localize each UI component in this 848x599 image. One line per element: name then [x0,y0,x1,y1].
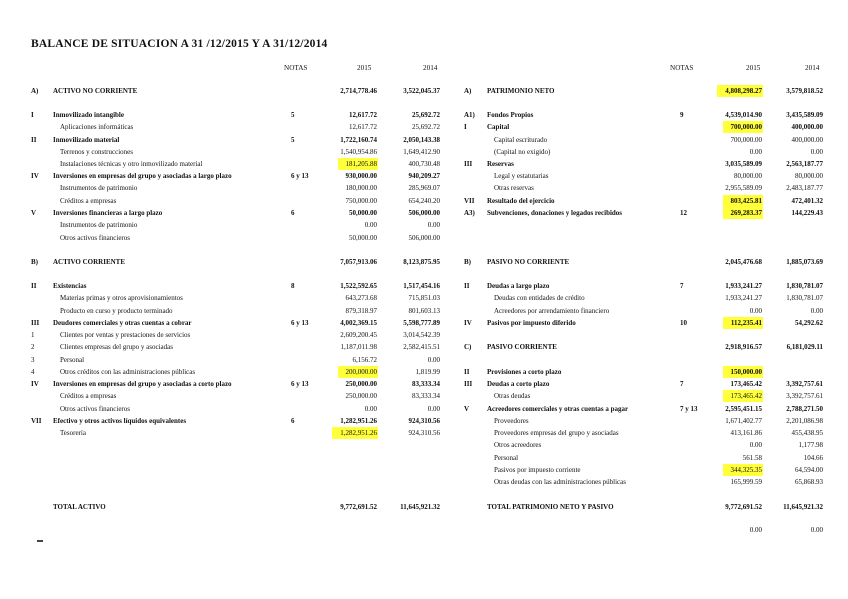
row-value-2015: 80,000.00 [734,172,762,180]
row-label: Legal y estatutarias [494,172,549,180]
row-code: 3 [31,356,35,364]
row-value-2014: 0.00 [427,356,440,364]
left-table-row [0,329,848,341]
row-label: ACTIVO CORRIENTE [53,258,126,266]
right-2014-header: 2014 [805,64,820,72]
row-value-2015: 413,161.86 [730,429,762,437]
right-table-row [0,439,848,451]
right-table-row [0,121,848,133]
row-value-2015: 12,617.72 [349,123,377,131]
row-value-2014: 2,050,143.38 [403,136,440,144]
right-table-row [0,524,848,536]
row-label: PASIVO NO CORRIENTE [487,258,570,266]
row-value-2014: 472,401.32 [791,197,823,205]
right-table-row [0,170,848,182]
row-value-2015: 1,933,241.27 [725,294,762,302]
row-value-2014: 3,392,757.61 [786,380,823,388]
row-value-2014: 3,435,589.09 [786,111,823,119]
right-notes-header: NOTAS [670,64,694,72]
row-notes: 9 [680,111,684,119]
row-value-2015: 173,465.42 [730,380,762,388]
row-value-2015: 150,000.00 [723,366,764,378]
row-value-2014: 2,788,271.50 [786,405,823,413]
row-value-2014: 0.00 [427,221,440,229]
row-code: C) [464,343,472,351]
left-2015-header: 2015 [357,64,372,72]
right-table-row [0,134,848,146]
row-label: Otros activos financieros [60,234,130,242]
row-value-2015: 1,282,951.26 [332,427,378,439]
row-notes: 7 [680,282,684,290]
row-code: II [464,368,470,376]
row-value-2014: 924,310.56 [408,417,440,425]
row-value-2015: 2,714,778.46 [340,87,377,95]
row-value-2015: 750,000.00 [345,197,377,205]
row-label: (Capital no exigido) [494,148,551,156]
row-value-2014: 8,123,875.95 [403,258,440,266]
row-value-2014: 3,392,757.61 [786,392,823,400]
row-value-2015: 700,000.00 [730,136,762,144]
row-label: Reservas [487,160,514,168]
row-value-2015: 12,617.72 [349,111,377,119]
right-table-row [0,317,848,329]
row-value-2014: 1,517,454.16 [403,282,440,290]
row-value-2014: 64,594.00 [795,466,823,474]
page-mark [37,540,43,542]
left-table-row [0,354,848,366]
right-table-row [0,476,848,488]
row-label: Inversiones en empresas del grupo y asociadas a largo plazo [53,172,232,180]
row-label: Clientes empresas del grupo y asociadas [60,343,173,351]
row-value-2015: 2,595,451.15 [725,405,762,413]
row-label: Pasivos por impuesto corriente [494,466,581,474]
row-value-2014: 104.66 [803,454,823,462]
row-label: Personal [60,356,85,364]
right-table-row [0,85,848,97]
row-value-2015: 180,000.00 [345,184,377,192]
row-label: Fondos Propios [487,111,534,119]
row-value-2014: 400,000.00 [791,136,823,144]
right-2015-header: 2015 [746,64,761,72]
row-value-2014: 1,830,781.07 [786,282,823,290]
row-notes: 5 [291,136,295,144]
row-label: Créditos a empresas [60,197,117,205]
row-value-2014: 25,692.72 [412,123,440,131]
row-value-2014: 6,181,029.11 [786,343,823,351]
row-value-2015: 1,933,241.27 [725,282,762,290]
row-code: A1) [464,111,475,119]
row-code: VII [31,417,42,425]
row-value-2015: 9,772,691.52 [725,503,762,511]
row-label: Capital escriturado [494,136,548,144]
row-label: TOTAL PATRIMONIO NETO Y PASIVO [487,503,614,511]
row-value-2014: 0.00 [810,148,823,156]
row-value-2015: 3,035,589.09 [725,160,762,168]
row-value-2014: 2,483,187.77 [786,184,823,192]
row-label: Inversiones en empresas del grupo y asociadas a corto plazo [53,380,232,388]
left-table-row [0,219,848,231]
row-label: ACTIVO NO CORRIENTE [53,87,138,95]
row-value-2015: 1,187,011.98 [340,343,377,351]
row-notes: 6 y 13 [291,172,309,180]
row-label: Deudas a corto plazo [487,380,550,388]
row-value-2014: 2,201,086.98 [786,417,823,425]
row-notes: 5 [291,111,295,119]
row-value-2014: 0.00 [810,307,823,315]
row-value-2014: 400,730.48 [408,160,440,168]
row-code: 1 [31,331,35,339]
row-code: II [31,136,37,144]
row-value-2014: 285,969.07 [408,184,440,192]
row-value-2014: 83,333.34 [412,380,440,388]
row-notes: 6 [291,209,295,217]
row-code: IV [464,319,472,327]
row-label: Tesorería [60,429,86,437]
row-value-2014: 1,819.99 [415,368,440,376]
right-table-row [0,305,848,317]
row-label: Otros activos financieros [60,405,130,413]
right-table-row [0,341,848,353]
left-table-row [0,232,848,244]
row-value-2014: 144,229.43 [791,209,823,217]
row-value-2015: 9,772,691.52 [340,503,377,511]
row-label: Personal [494,454,519,462]
row-label: Inmovilizado material [53,136,120,144]
row-notes: 8 [291,282,295,290]
right-table-row [0,109,848,121]
row-value-2014: 11,645,921.32 [783,503,823,511]
row-label: Producto en curso y producto terminado [60,307,173,315]
row-value-2015: 700,000.00 [723,121,764,133]
right-table-row [0,366,848,378]
row-notes: 7 [680,380,684,388]
row-value-2015: 200,000.00 [338,366,379,378]
row-value-2015: 930,000.00 [345,172,377,180]
row-code: IV [31,380,39,388]
row-notes: 12 [680,209,687,217]
row-value-2014: 3,014,542.39 [403,331,440,339]
right-table-row [0,501,848,513]
row-value-2015: 1,522,592.65 [340,282,377,290]
left-notes-header: NOTAS [284,64,308,72]
row-code: 2 [31,343,35,351]
row-code: V [464,405,470,413]
right-table-row [0,464,848,476]
row-label: Provisiones a corto plazo [487,368,562,376]
row-value-2015: 1,540,954.86 [340,148,377,156]
row-value-2014: 801,603.13 [408,307,440,315]
row-code: I [31,111,34,119]
right-table-row [0,390,848,402]
row-value-2014: 5,598,777.89 [403,319,440,327]
row-label: Otras reservas [494,184,534,192]
row-code: B) [31,258,38,266]
row-value-2015: 1,671,402.77 [725,417,762,425]
row-label: Deudas a largo plazo [487,282,550,290]
row-value-2014: 506,000.00 [408,209,440,217]
row-value-2014: 1,177.98 [798,441,823,449]
row-value-2015: 1,282,951.26 [340,417,377,425]
right-table-row [0,158,848,170]
row-label: PATRIMONIO NETO [487,87,555,95]
row-label: Aplicaciones informáticas [60,123,134,131]
row-value-2015: 250,000.00 [345,392,377,400]
row-label: Proveedores empresas del grupo y asociadas [494,429,619,437]
right-table-row [0,280,848,292]
row-value-2015: 643,273.68 [345,294,377,302]
row-code: II [464,282,470,290]
row-label: TOTAL ACTIVO [53,503,106,511]
right-table-row [0,427,848,439]
row-value-2014: 1,649,412.90 [403,148,440,156]
row-value-2015: 0.00 [749,526,762,534]
right-table-row [0,292,848,304]
row-label: Instrumentos de patrimonio [60,221,138,229]
row-label: Otros acreedores [494,441,542,449]
row-code: VII [464,197,475,205]
row-value-2015: 181,205.88 [338,158,379,170]
row-label: Acreedores por arrendamiento financiero [494,307,610,315]
row-code: B) [464,258,471,266]
row-code: A3) [464,209,475,217]
row-notes: 6 [291,417,295,425]
row-label: Efectivo y otros activos líquidos equivalentes [53,417,187,425]
row-value-2014: 65,868.93 [795,478,823,486]
right-table-row [0,182,848,194]
left-2014-header: 2014 [423,64,438,72]
row-value-2015: 2,955,589.09 [725,184,762,192]
row-value-2014: 455,438.95 [791,429,823,437]
row-value-2014: 25,692.72 [412,111,440,119]
row-value-2014: 54,292.62 [795,319,823,327]
row-value-2014: 2,582,415.51 [403,343,440,351]
row-value-2014: 2,563,187.77 [786,160,823,168]
row-code: A) [31,87,39,95]
row-value-2015: 2,609,200.45 [340,331,377,339]
row-value-2014: 654,240.20 [408,197,440,205]
row-notes: 6 y 13 [291,319,309,327]
row-label: Deudas con entidades de crédito [494,294,585,302]
row-notes: 10 [680,319,687,327]
row-value-2015: 0.00 [364,221,377,229]
row-label: Clientes por ventas y prestaciones de servicios [60,331,191,339]
row-value-2015: 0.00 [749,441,762,449]
row-label: Resultado del ejercicio [487,197,555,205]
row-label: Deudores comerciales y otras cuentas a cobrar [53,319,192,327]
row-value-2015: 1,722,160.74 [340,136,377,144]
row-label: Capital [487,123,510,131]
row-value-2014: 0.00 [810,526,823,534]
row-code: III [31,319,40,327]
row-value-2015: 165,999.59 [730,478,762,486]
row-value-2014: 83,333.34 [412,392,440,400]
page-title: BALANCE DE SITUACION A 31 /12/2015 Y A 31/12/2014 [31,38,328,50]
row-value-2014: 400,000.00 [791,123,823,131]
row-label: Otras deudas con las administraciones públicas [494,478,626,486]
row-code: V [31,209,37,217]
row-value-2014: 80,000.00 [795,172,823,180]
row-value-2015: 0.00 [364,405,377,413]
row-value-2015: 0.00 [749,148,762,156]
row-notes: 7 y 13 [680,405,698,413]
row-code: I [464,123,467,131]
row-value-2015: 561.58 [742,454,762,462]
row-value-2015: 2,045,476.68 [725,258,762,266]
row-label: Otros créditos con las administraciones públicas [60,368,196,376]
row-value-2015: 344,325.35 [723,464,764,476]
right-table-row [0,146,848,158]
row-label: Existencias [53,282,87,290]
row-value-2014: 940,209.27 [408,172,440,180]
row-label: Acreedores comerciales y otras cuentas a pagar [487,405,629,413]
row-value-2015: 112,235.41 [723,317,763,329]
row-value-2014: 11,645,921.32 [400,503,440,511]
row-label: PASIVO CORRIENTE [487,343,557,351]
row-value-2015: 4,002,369.15 [340,319,377,327]
row-value-2014: 715,851.03 [408,294,440,302]
row-value-2015: 803,425.81 [723,195,764,207]
row-value-2015: 173,465.42 [723,390,764,402]
row-label: Proveedores [494,417,529,425]
right-table-row [0,452,848,464]
row-value-2015: 269,283.37 [723,207,764,219]
row-value-2015: 250,000.00 [345,380,377,388]
row-label: Inversiones financieras a largo plazo [53,209,163,217]
row-notes: 6 y 13 [291,380,309,388]
row-label: Instrumentos de patrimonio [60,184,138,192]
row-value-2015: 0.00 [749,307,762,315]
row-value-2015: 50,000.00 [349,234,377,242]
right-table-row [0,378,848,390]
row-code: IV [31,172,39,180]
row-label: Pasivos por impuesto diferido [487,319,576,327]
row-value-2015: 7,057,913.06 [340,258,377,266]
row-label: Subvenciones, donaciones y legados recibidos [487,209,623,217]
row-label: Terrenos y construcciones [60,148,133,156]
row-label: Inmovilizado intangible [53,111,124,119]
row-value-2015: 50,000.00 [349,209,377,217]
row-label: Materias primas y otros aprovisionamientos [60,294,183,302]
row-code: III [464,160,473,168]
row-value-2014: 506,000.00 [408,234,440,242]
row-value-2014: 1,885,073.69 [786,258,823,266]
row-label: Otras deudas [494,392,531,400]
row-code: II [31,282,37,290]
row-label: Créditos a empresas [60,392,117,400]
row-value-2015: 4,808,298.27 [717,85,763,97]
row-label: Instalaciones técnicas y otro inmovilizado material [60,160,203,168]
row-value-2014: 0.00 [427,405,440,413]
right-table-row [0,403,848,415]
right-table-row [0,256,848,268]
row-value-2015: 879,318.97 [345,307,377,315]
row-code: III [464,380,473,388]
row-value-2015: 6,156.72 [352,356,377,364]
row-value-2014: 3,579,818.52 [786,87,823,95]
row-value-2014: 924,310.56 [408,429,440,437]
row-value-2014: 1,830,781.07 [786,294,823,302]
row-value-2015: 4,539,014.90 [725,111,762,119]
right-table-row [0,207,848,219]
right-table-row [0,195,848,207]
right-table-row [0,415,848,427]
row-code: A) [464,87,472,95]
row-value-2015: 2,918,916.57 [725,343,762,351]
row-code: 4 [31,368,35,376]
row-value-2014: 3,522,045.37 [403,87,440,95]
